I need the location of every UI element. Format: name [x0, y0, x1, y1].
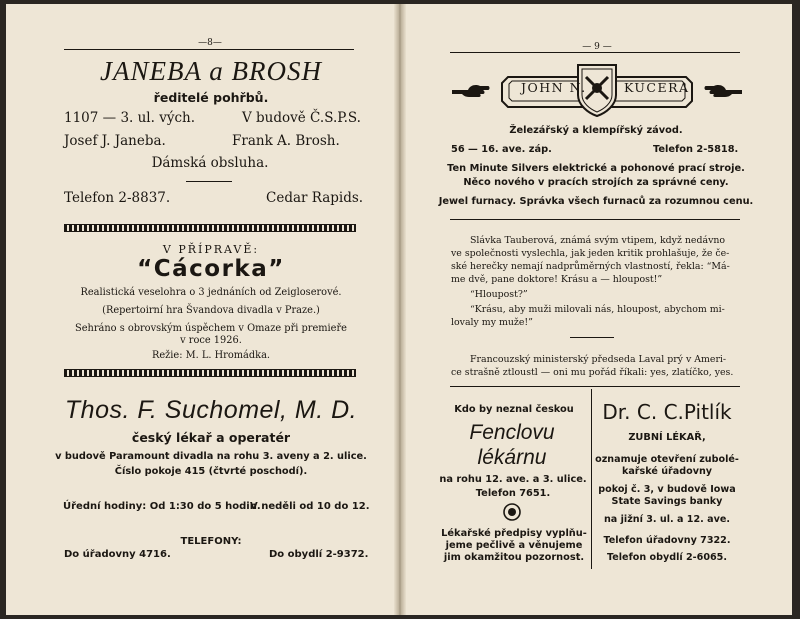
cacorka-line-3: Sehráno s obrovským úspěchem v Omaze při premieře [75, 323, 347, 334]
fenclova-note-2: jeme pečlivě a věnujeme [445, 540, 583, 551]
cacorka-line-4: v roce 1926. [180, 335, 242, 346]
kucera-phone: Telefon 2-5818. [653, 144, 739, 155]
pitlik-phone-office: Telefon úřadovny 7322. [603, 535, 731, 546]
suchomel-phone-office: Do úřadovny 4716. [64, 549, 171, 560]
anecdote-line-5: “Hloupost?” [470, 289, 528, 300]
kucera-line-3: Jewel furnacy. Správka všech furnaců za rozumnou cenu. [438, 196, 754, 207]
cacorka-line-2: (Repertoirní hra Švandova divadla v Praze.) [102, 305, 320, 316]
pointing-hand-left-icon [452, 85, 490, 97]
page-number-left: —8— [198, 38, 222, 48]
pointing-hand-right-icon [705, 85, 743, 97]
janeba-short-rule [186, 181, 232, 182]
janeba-name-1: Josef J. Janeba. [64, 133, 166, 149]
kucera-line-2: Něco nového v pracích strojích za správné ceny. [463, 177, 729, 188]
kucera-line-1: Ten Minute Silvers elektrické a pohonové prací stroje. [447, 163, 745, 174]
fenclova-address: na rohu 12. ave. a 3. ulice. [439, 474, 587, 485]
janeba-name-2: Frank A. Brosh. [232, 133, 340, 149]
janeba-title: JANEBA a BROSH [100, 56, 322, 86]
janeba-address: 1107 — 3. ul. vých. [64, 110, 196, 126]
janeba-phone: Telefon 2-8837. [64, 190, 171, 206]
pitlik-line-2: kařské úřadovny [621, 466, 713, 477]
anecdote-line-6: “Krásu, aby muži milovali nás, hloupost, abychom mi- [470, 304, 725, 315]
janeba-building: V budově Č.S.P.S. [242, 110, 361, 126]
anecdote-line-7: lovaly my muže!” [451, 317, 533, 328]
pitlik-line-1: oznamuje otevření zubolé- [595, 454, 739, 465]
kucera-logo [450, 63, 744, 117]
fenclova-note-3: jim okamžitou pozornost. [443, 552, 585, 563]
kucera-name-right: KUCERA [624, 80, 690, 95]
cacorka-title: “Cácorka” [137, 256, 285, 282]
janeba-subtitle: ředitelé pohřbů. [153, 90, 269, 105]
target-ornament-icon [503, 503, 521, 521]
suchomel-room: Číslo pokoje 415 (čtvrté poschodí). [114, 466, 308, 477]
pitlik-subtitle: ZUBNÍ LÉKAŘ, [628, 432, 706, 443]
anecdote-line-4: me dvě, pane doktore! Krásu a — hloupost!” [451, 274, 663, 285]
fenclova-intro: Kdo by neznal českou [454, 404, 574, 415]
laval-bottom-rule [450, 386, 740, 387]
laval-line-2: ce strašně ztloustl — oni mu pořád říkali: yes, zlatíčko, yes. [451, 367, 734, 378]
laval-line-1: Francouzský ministerský předseda Laval prý v Ameri- [470, 354, 727, 365]
fenclova-phone: Telefon 7651. [475, 488, 551, 499]
fenclova-title-2: lékárnu [477, 446, 547, 469]
suchomel-address: v budově Paramount divadla na rohu 3. aveny a 2. ulice. [55, 451, 367, 462]
pitlik-line-5: na jižní 3. ul. a 12. ave. [603, 514, 731, 525]
anecdote-line-1: Slávka Tauberová, známá svým vtipem, když nedávno [470, 235, 726, 246]
pitlik-line-4: State Savings banky [611, 496, 723, 507]
cacorka-line-1: Realistická veselohra o 3 jednáních od Zeigloserové. [80, 287, 342, 298]
suchomel-title: Thos. F. Suchomel, M. D. [64, 396, 358, 424]
page-number-right: — 9 — [582, 42, 612, 52]
kucera-address: 56 — 16. ave. záp. [451, 144, 552, 155]
anecdote-line-2: ve společnosti vyslechla, jak jeden kritik prohlašuje, že če- [451, 248, 730, 259]
cacorka-heading: V PŘÍPRAVĚ: [162, 243, 260, 256]
suchomel-phones-heading: TELEFONY: [180, 536, 242, 547]
suchomel-phone-home: Do obydlí 2-9372. [269, 549, 369, 560]
kucera-name-left: JOHN N. [521, 80, 587, 95]
top-rule-left [64, 49, 354, 50]
kucera-subtitle: Železářský a klempířský závod. [509, 125, 683, 136]
suchomel-hours: Úřední hodiny: Od 1:30 do 5 hodin. [63, 501, 261, 512]
kucera-bottom-rule [450, 219, 740, 220]
janeba-service: Dámská obsluha. [151, 155, 269, 171]
pitlik-phone-home: Telefon obydlí 2-6065. [606, 552, 728, 563]
book-gutter [394, 4, 406, 615]
janeba-city: Cedar Rapids. [266, 190, 364, 206]
suchomel-subtitle: český lékař a operatér [131, 430, 291, 445]
decorative-border-top [64, 224, 356, 232]
decorative-border-bottom [64, 369, 356, 377]
fenclova-note-1: Lékařské předpisy vyplňu- [441, 528, 587, 539]
anecdote-line-3: ské herečky nemají nadprůměrných vlastností, řekla: “Má- [451, 261, 730, 272]
top-rule-right [450, 52, 740, 53]
suchomel-sunday-hours: V neděli od 10 do 12. [250, 501, 370, 512]
anecdote-short-rule [570, 337, 614, 338]
ads-vertical-divider [591, 389, 592, 569]
cacorka-director: Režie: M. L. Hromádka. [151, 350, 271, 361]
fenclova-title-1: Fenclovu [469, 421, 555, 444]
pitlik-title: Dr. C. C.Pitlík [602, 400, 732, 424]
pitlik-line-3: pokoj č. 3, v budově Iowa [598, 484, 736, 495]
